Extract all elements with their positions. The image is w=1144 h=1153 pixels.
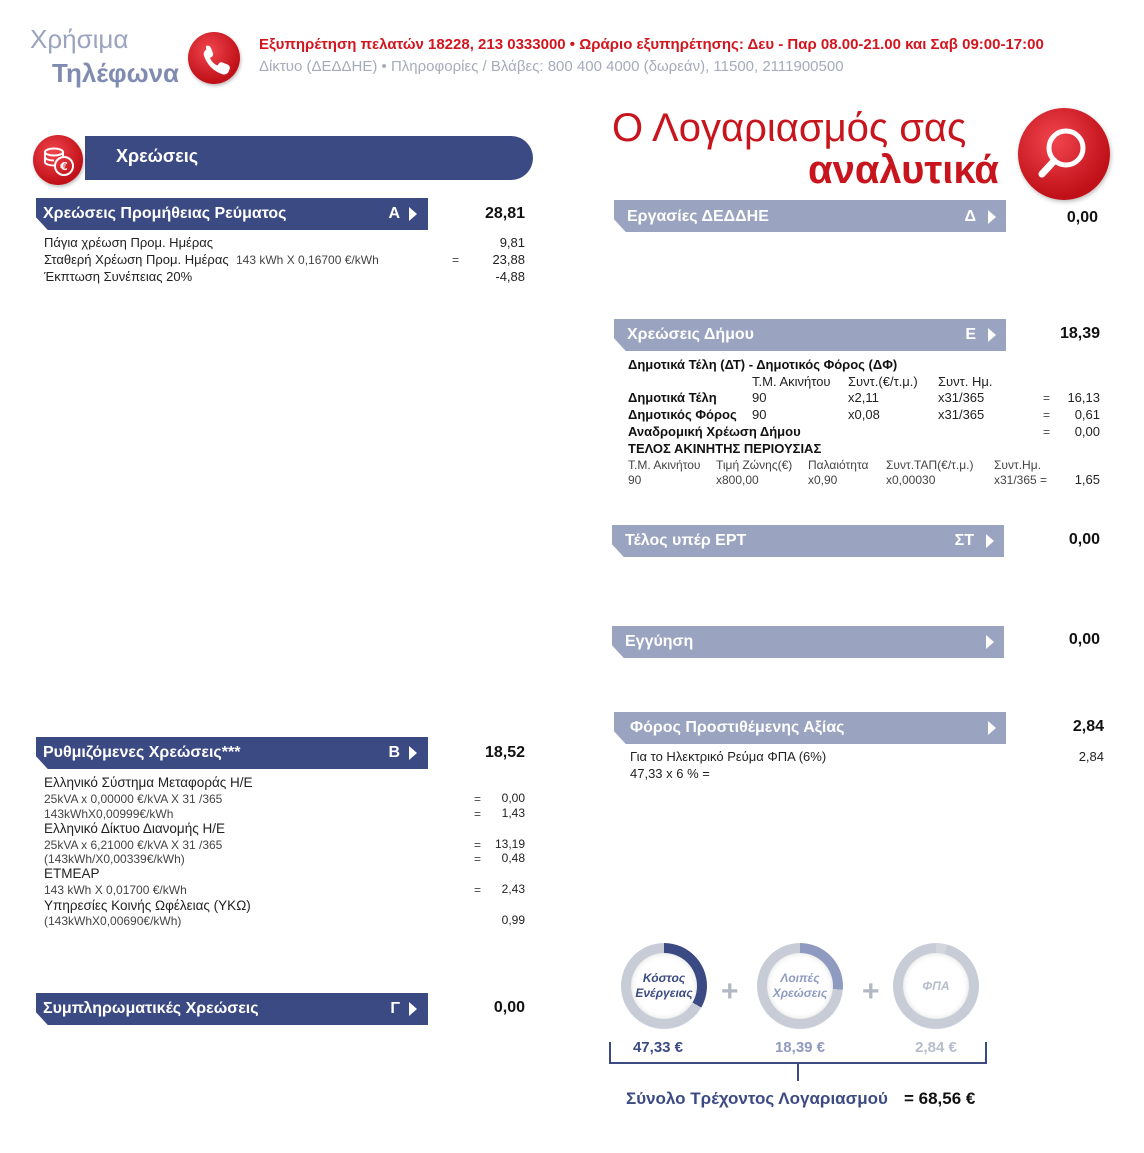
summary-bracket [609, 1042, 987, 1064]
section-amount-guarantee: 0,00 [1068, 631, 1100, 648]
section-label-regulated: Ρυθμιζόμενες Χρεώσεις*** [43, 744, 241, 761]
regulated-value: 2,43 [501, 882, 525, 896]
other-charges-donut [757, 943, 843, 1029]
arrow-right-icon [986, 534, 994, 548]
phone-icon [188, 32, 240, 84]
other-value: 18,39 € [774, 1039, 826, 1056]
energy-label-2: Ενέργειας [635, 986, 693, 1000]
supply-row-label: Σταθερή Χρέωση Προμ. Ημέρας [44, 252, 229, 267]
arrow-right-icon [409, 746, 417, 760]
regulated-group-title: Υπηρεσίες Κοινής Ωφέλειας (ΥΚΩ) [44, 898, 251, 913]
municipal-eq: = [1043, 391, 1051, 405]
useful-phones-title-2: Τηλέφωνα [52, 58, 180, 88]
municipal-row-value: 16,13 [1067, 390, 1100, 405]
regulated-eq: = [474, 883, 482, 897]
plus-sign: + [721, 975, 739, 1008]
regulated-eq: = [474, 852, 482, 866]
section-letter-supplementary: Γ [390, 1000, 400, 1017]
section-label-municipal: Χρεώσεις Δήμου [627, 326, 754, 343]
supply-row-value: 23,88 [492, 252, 525, 267]
regulated-row: 25kVA x 0,00000 €/kVA X 31 /365 [44, 792, 223, 806]
section-label-deddie: Εργασίες ΔΕΔΔΗΕ [627, 208, 769, 225]
tap-title: ΤΕΛΟΣ ΑΚΙΝΗΤΗΣ ΠΕΡΙΟΥΣΙΑΣ [628, 441, 822, 456]
section-amount-municipal: 18,39 [1059, 325, 1100, 342]
section-amount-deddie: 0,00 [1066, 209, 1098, 226]
municipal-row-coef: x0,08 [848, 407, 880, 422]
municipal-row-value: 0,00 [1074, 424, 1100, 439]
tap-col-header: Συντ.ΤΑΠ(€/τ.μ.) [886, 458, 974, 472]
section-amount-ert: 0,00 [1068, 531, 1100, 548]
tap-col-header: Τ.Μ. Ακινήτου [628, 458, 701, 472]
tap-value: 90 [628, 473, 642, 487]
regulated-row: 25kVA x 6,21000 €/kVA X 31 /365 [44, 838, 223, 852]
customer-service-line: Εξυπηρέτηση πελατών 18228, 213 0333000 • Ωράριο εξυπηρέτησης: Δευ - Παρ 08.00-21.00 και Σαβ 09:00-17:00 [259, 36, 1044, 53]
vat-value: 2,84 € [915, 1039, 957, 1056]
supply-row-label: Έκπτωση Συνέπειας 20% [44, 269, 193, 284]
section-letter-supply: Α [388, 205, 400, 222]
regulated-row: (143kWhX0,00690€/kWh) [44, 914, 182, 928]
section-amount-regulated: 18,52 [484, 744, 525, 761]
section-label-guarantee: Εγγύηση [625, 633, 694, 650]
other-label-1: Λοιπές [780, 971, 820, 985]
supply-row-value: -4,88 [495, 269, 525, 284]
page-title-line2: αναλυτικά [808, 148, 999, 192]
total-value: = 68,56 € [904, 1089, 976, 1108]
regulated-group-title: Ελληνικό Σύστημα Μεταφοράς Η/Ε [44, 775, 253, 790]
regulated-row: (143kWh/X0,00339€/kWh) [44, 852, 185, 866]
section-letter-ert: ΣΤ [954, 532, 974, 549]
tap-value: x800,00 [716, 473, 759, 487]
section-amount-supplementary: 0,00 [493, 999, 525, 1016]
tap-value: x0,00030 [886, 473, 936, 487]
page-title-line1: Ο Λογαριασμός σας [612, 106, 967, 150]
vat-calc: 47,33 x 6 % = [630, 766, 710, 781]
section-label-supplementary: Συμπληρωματικές Χρεώσεις [43, 1000, 259, 1017]
charges-banner-title: Χρεώσεις [116, 146, 199, 166]
regulated-row: 143 kWh X 0,01700 €/kWh [44, 883, 187, 897]
supply-row-detail: 143 kWh X 0,16700 €/kWh [236, 253, 379, 267]
arrow-right-icon [409, 207, 417, 221]
tap-total: 1,65 [1074, 472, 1100, 487]
municipal-row-area: 90 [752, 390, 767, 405]
regulated-value: 0,00 [501, 791, 525, 805]
plus-sign: + [862, 975, 880, 1008]
svg-text:€: € [60, 160, 68, 173]
tap-col-header: Τιμή Ζώνης(€) [716, 458, 793, 472]
energy-value: 47,33 € [632, 1039, 684, 1056]
municipal-row-label: Δημοτικά Τέλη [628, 390, 717, 405]
municipal-heading: Δημοτικά Τέλη (ΔΤ) - Δημοτικός Φόρος (ΔΦ) [628, 357, 898, 372]
energy-label-1: Κόστος [642, 971, 686, 985]
municipal-row-day: x31/365 [938, 390, 985, 405]
regulated-group-title: Ελληνικό Δίκτυο Διανομής Η/Ε [44, 821, 225, 836]
municipal-row-label: Δημοτικός Φόρος [628, 407, 737, 422]
municipal-col-day: Συντ. Ημ. [938, 374, 993, 389]
total-label: Σύνολο Τρέχοντος Λογαριασμού [626, 1089, 888, 1108]
arrow-right-icon [988, 721, 996, 735]
municipal-row-area: 90 [752, 407, 767, 422]
municipal-eq: = [1043, 425, 1051, 439]
section-letter-municipal: Ε [965, 326, 976, 343]
energy-cost-donut [621, 943, 707, 1029]
tap-value: x0,90 [808, 473, 838, 487]
tap-value: x31/365 = [994, 473, 1048, 487]
municipal-row-day: x31/365 [938, 407, 985, 422]
summary-bracket-stem [797, 1063, 799, 1081]
vat-donut-label: ΦΠΑ [922, 978, 950, 993]
municipal-row-coef: x2,11 [848, 390, 879, 405]
network-info-line: Δίκτυο (ΔΕΔΔΗΕ) • Πληροφορίες / Βλάβες: 800 400 4000 (δωρεάν), 11500, 2111900500 [259, 58, 844, 75]
section-label-ert: Τέλος υπέρ ΕΡΤ [625, 532, 747, 549]
section-amount-vat: 2,84 [1072, 718, 1104, 735]
section-letter-deddie: Δ [964, 208, 976, 225]
arrow-right-icon [409, 1002, 417, 1016]
municipal-col-coef: Συντ.(€/τ.μ.) [848, 374, 918, 389]
regulated-row: 143kWhX0,00999€/kWh [44, 807, 174, 821]
vat-row-label: Για το Ηλεκτρικό Ρεύμα ΦΠΑ (6%) [630, 749, 827, 764]
vat-donut [893, 943, 979, 1029]
useful-phones-title-1: Χρήσιμα [30, 24, 129, 54]
arrow-right-icon [988, 210, 996, 224]
regulated-eq: = [474, 838, 482, 852]
regulated-value: 1,43 [501, 806, 525, 820]
regulated-group-title: ΕΤΜΕΑΡ [44, 866, 100, 881]
tap-col-header: Συντ.Ημ. [994, 458, 1041, 472]
supply-row-eq: = [452, 253, 460, 267]
municipal-row-label: Αναδρομική Χρέωση Δήμου [628, 424, 801, 439]
regulated-eq: = [474, 792, 482, 806]
tap-col-header: Παλαιότητα [808, 458, 869, 472]
regulated-value: 0,48 [501, 851, 525, 865]
regulated-value: 13,19 [494, 837, 525, 851]
supply-row-label: Πάγια χρέωση Προμ. Ημέρας [44, 235, 214, 250]
section-amount-supply: 28,81 [484, 205, 525, 222]
coins-icon [33, 135, 83, 185]
arrow-right-icon [986, 635, 994, 649]
section-label-vat: Φόρος Προστιθέμενης Αξίας [630, 719, 845, 736]
municipal-eq: = [1043, 408, 1051, 422]
vat-row-value: 2,84 [1078, 749, 1104, 764]
other-label-2: Χρεώσεις [772, 986, 828, 1000]
magnifier-icon [1018, 108, 1110, 200]
supply-row-value: 9,81 [499, 235, 525, 250]
arrow-right-icon [988, 328, 996, 342]
regulated-value: 0,99 [501, 913, 525, 927]
municipal-col-area: Τ.Μ. Ακινήτου [752, 374, 831, 389]
section-label-supply: Χρεώσεις Προμήθειας Ρεύματος [43, 205, 287, 222]
section-letter-regulated: Β [388, 744, 400, 761]
regulated-eq: = [474, 807, 482, 821]
municipal-row-value: 0,61 [1074, 407, 1100, 422]
